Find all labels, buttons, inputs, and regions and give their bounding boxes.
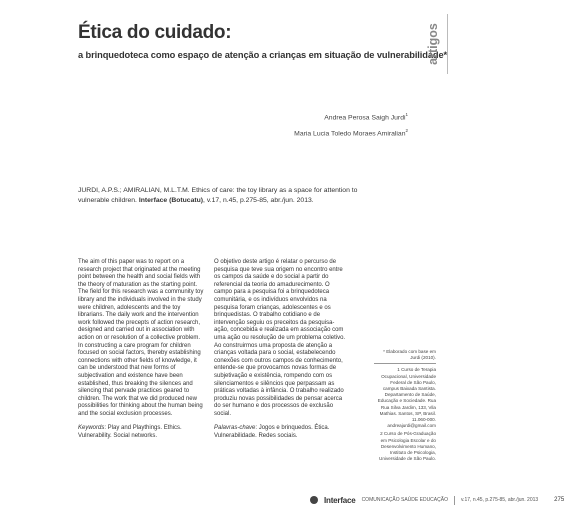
article-title: Ética do cuidado: — [78, 22, 232, 43]
footnotes — [374, 349, 436, 464]
journal-tagline: COMUNICAÇÃO SAÚDE EDUCAÇÃO — [361, 497, 448, 503]
keywords-portuguese: Palavras-chave: Jogos e brinquedos. Ética. Vulnerabilidade. Redes sociais. — [214, 425, 330, 440]
section-tab — [420, 14, 446, 74]
journal-logo: Interface — [324, 495, 356, 505]
interface-logo-icon — [310, 496, 318, 504]
author-list — [294, 108, 408, 141]
footnote-star: * Elaborado com base em Jurdi (2010). — [383, 349, 436, 361]
abstract-portuguese — [214, 259, 348, 448]
section-tab-label: artigos — [426, 23, 440, 65]
footnote-2: 2 Curso de Pós-Graduação em Psicologia Escolar e do Desenvolvimento Humano, Instituto de Psicologia, Universidade de São Paulo. — [379, 431, 436, 462]
author-2: Maria Lucia Toledo Moraes Amiralian$^2$ — [294, 128, 408, 138]
abstract-portuguese-text: O objetivo deste artigo é relatar o percurso de pesquisa que teve sua origem no encontro entre os campos da saúde e do social a partir do referencial da teoria do amadurecimento. O campo para a pesquisa foi a brinquedoteca comunitária, e os indivíduos envolvidos na pesquisa foram crianças, adolescentes e os brinquedistas. O trabalho cotidiano e de intervenção seguiu os preceitos da pesquisa-ação, concebida e realizada em associação com uma ação ou resolução de um problema coletivo. Ao construirmos uma proposta de atenção a crianças voltada para o social, estabelecendo conexões com outros campos de conhecimento, entende-se que provocamos novas formas de subjetivação e existência, rompendo com os silenciamentos e silêncios que perpassam as práticas voltadas à infância. O trabalho realizado produziu novas possibilidades de pensar acerca do ser humano e dos processos de exclusão social. — [214, 259, 346, 417]
section-tab-rule — [447, 14, 448, 74]
author-1: Andrea Perosa Saigh Jurdi$^1$ — [324, 112, 408, 122]
abstract-english — [78, 259, 206, 448]
footnote-rule — [374, 363, 436, 364]
journal-name: Interface (Botucatu) — [138, 196, 204, 204]
volume-info: v.17, n.45, p.275-85, abr./jun. 2013 — [460, 497, 539, 503]
abstract-english-text: The aim of this paper was to report on a research project that originated at the meeting point between the health and social fields with the theory of maturation as the starting point. The field for this research was a community toy library and the individuals involved in the study were children, adolescents and the toy librarians. The daily work and the intervention work followed the precepts of action research, designed and carried out in association with action on or resolution of a collective problem. In constructing a care program for children focused on social factors, thereby establishing connections with other fields of knowledge, it can be understood that new forms of subjectivation and existence have been established, thus breaking the silences and silencing that pervade practices geared to children. The work that we did produced new possibilities for thinking about the human being and the social exclusion processes. — [78, 259, 204, 417]
article-subtitle: a brinquedoteca como espaço de atenção a crianças em situação de vulnerabilidade* — [78, 50, 448, 60]
citation: JURDI, A.P.S.; AMIRALIAN, M.L.T.M. Ethics of care: the toy library as a space for attention to vulnerable children. Interface (Botucatu), v.17, n.45, p.275-85, abr./jun. 2013. — [78, 187, 358, 204]
keywords-english: Keywords: Play and Playthings. Ethics. Vulnerability. Social networks. — [78, 425, 182, 440]
page-number: 275 — [554, 497, 564, 503]
footer-divider — [454, 496, 455, 505]
footnote-1: 1 Curso de Terapia Ocupacional, Universidade Federal de São Paulo, campus Baixada Santista. Departamento de Saúde, Educação e Sociedade. Rua Rua Silva Jardim, 133, Vila Mathias. Santos, SP, Brasil. 11.060-000. andreajurdi@gmail.com — [377, 367, 436, 429]
page-footer — [310, 494, 564, 506]
